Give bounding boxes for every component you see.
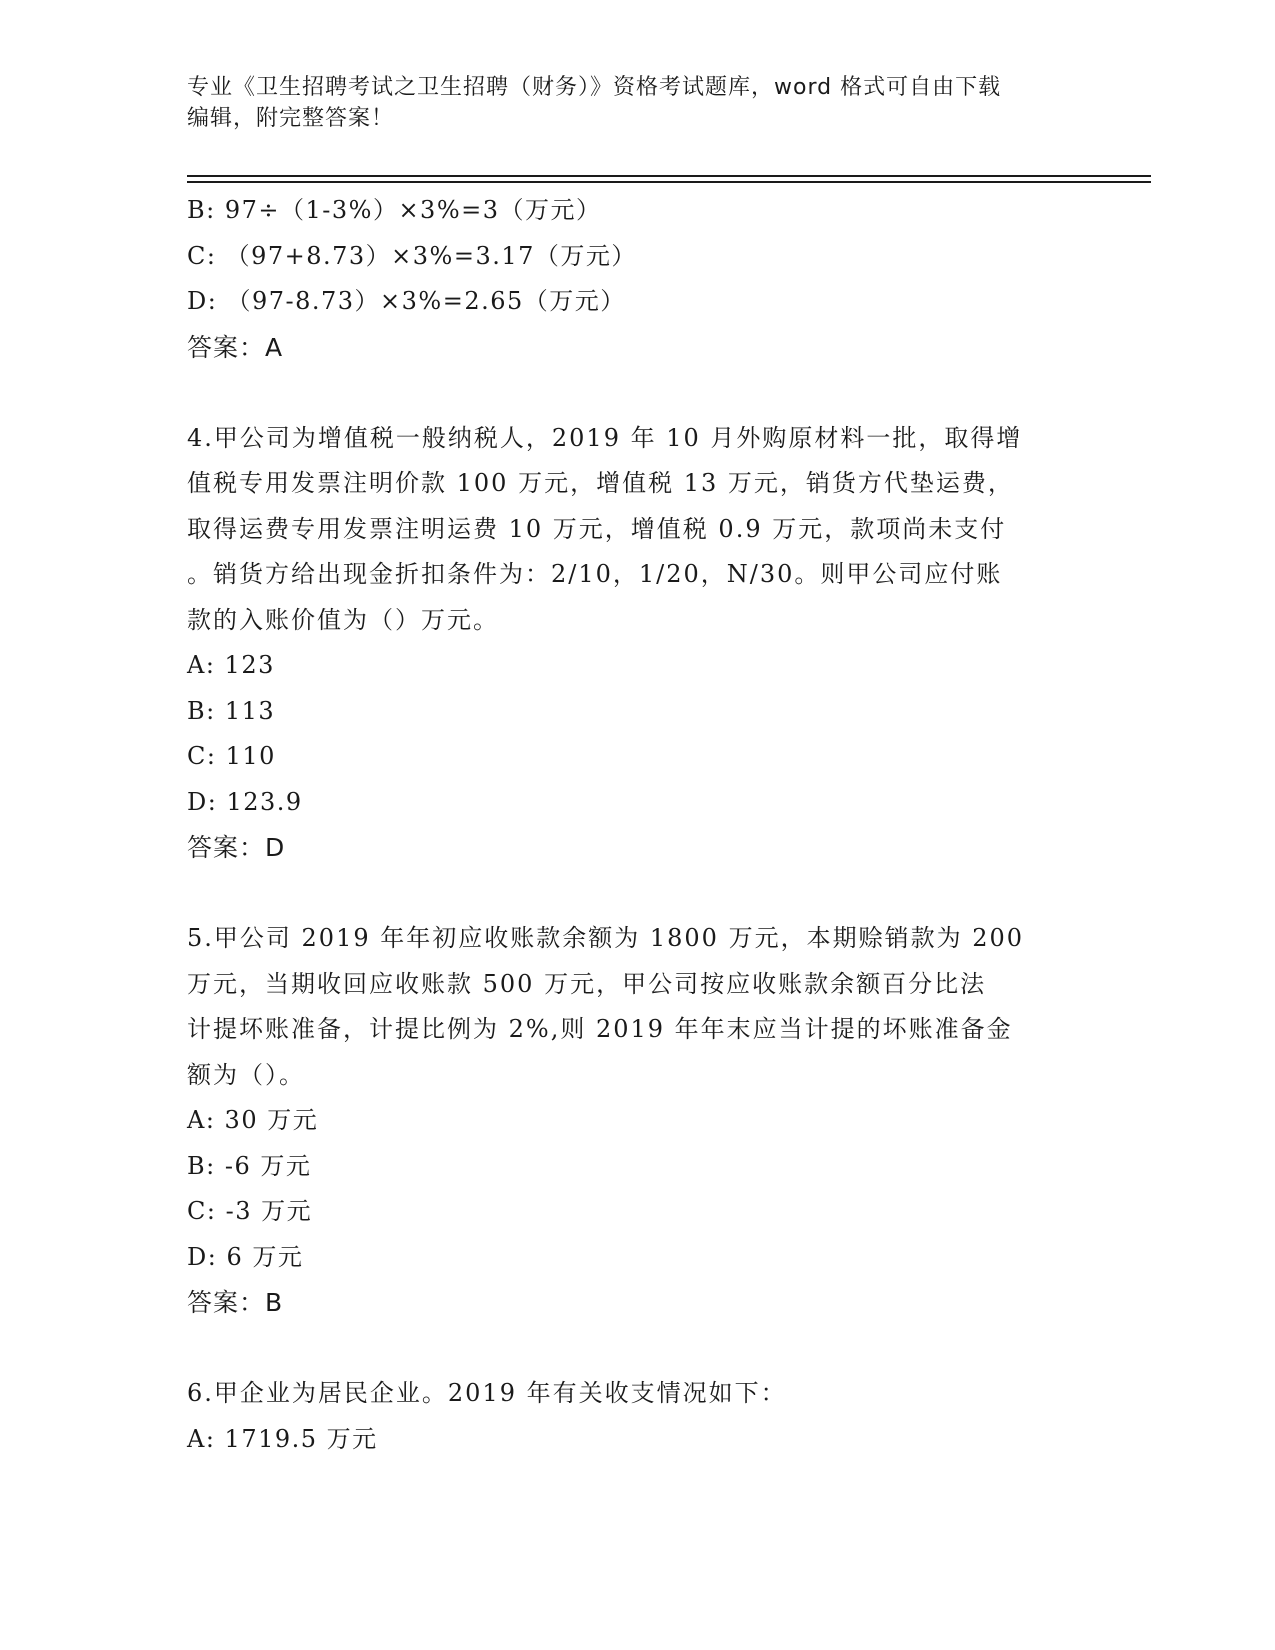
- stem-line: 万元，当期收回应收账款 500 万元，甲公司按应收账款余额百分比法: [187, 969, 987, 998]
- document-header: [187, 72, 1087, 134]
- stem-line: 6.甲企业为居民企业。2019 年有关收支情况如下：: [187, 1379, 787, 1407]
- option-c: C: （97+8.73）×3%=3.17（万元）: [187, 241, 637, 270]
- question-6: [187, 1371, 1087, 1462]
- stem-line: 5.甲公司 2019 年年初应收账款余额为 1800 万元，本期赊销款为 200: [187, 924, 1025, 952]
- stem-line: 款的入账价值为（）万元。: [187, 605, 499, 634]
- stem-line: 取得运费专用发票注明运费 10 万元，增值税 0.9 万元，款项尚未支付: [187, 514, 1007, 543]
- option-d: D: （97-8.73）×3%=2.65（万元）: [187, 287, 626, 315]
- option-a: A: 1719.5 万元: [187, 1424, 378, 1453]
- stem-line: 额为（）。: [187, 1060, 305, 1089]
- question-stem: [187, 416, 1087, 644]
- question-stem: [187, 1371, 1087, 1417]
- question-4: [187, 416, 1087, 871]
- option-a: A: 30 万元: [187, 1106, 319, 1134]
- question-stem: [187, 916, 1087, 1098]
- option-d: D: 6 万元: [187, 1242, 304, 1271]
- option-b: B: -6 万元: [187, 1151, 312, 1180]
- spacer: [187, 370, 1087, 416]
- stem-line: 值税专用发票注明价款 100 万元，增值税 13 万元，销货方代垫运费，: [187, 469, 1014, 497]
- stem-line: 计提坏账准备，计提比例为 2%,则 2019 年年末应当计提的坏账准备金: [187, 1015, 1013, 1043]
- option-c: C: -3 万元: [187, 1197, 313, 1225]
- option-b: B: 113: [187, 696, 276, 725]
- option-b: B: 97÷（1-3%）×3%=3（万元）: [187, 196, 602, 224]
- question-3: [187, 188, 1087, 370]
- header-line-2: 编辑，附完整答案！: [187, 106, 395, 131]
- spacer: [187, 1326, 1087, 1372]
- stem-line: 4.甲公司为增值税一般纳税人，2019 年 10 月外购原材料一批，取得增: [187, 423, 1023, 452]
- stem-line: 。销货方给出现金折扣条件为：2/10，1/20，N/30。则甲公司应付账: [187, 560, 1003, 588]
- option-c: C: 110: [187, 742, 276, 770]
- header-line-1: 专业《卫生招聘考试之卫生招聘（财务）》资格考试题库，word 格式可自由下载: [187, 75, 1002, 100]
- header-divider-top: [187, 175, 1151, 177]
- option-a: A: 123: [187, 651, 275, 679]
- answer-label: 答案：D: [187, 833, 286, 862]
- spacer: [187, 871, 1087, 917]
- answer-label: 答案：A: [187, 332, 284, 362]
- document-body: [187, 188, 1087, 1462]
- option-d: D: 123.9: [187, 787, 303, 816]
- header-divider-bottom: [187, 181, 1151, 183]
- answer-label: 答案：B: [187, 1288, 284, 1317]
- question-5: [187, 916, 1087, 1326]
